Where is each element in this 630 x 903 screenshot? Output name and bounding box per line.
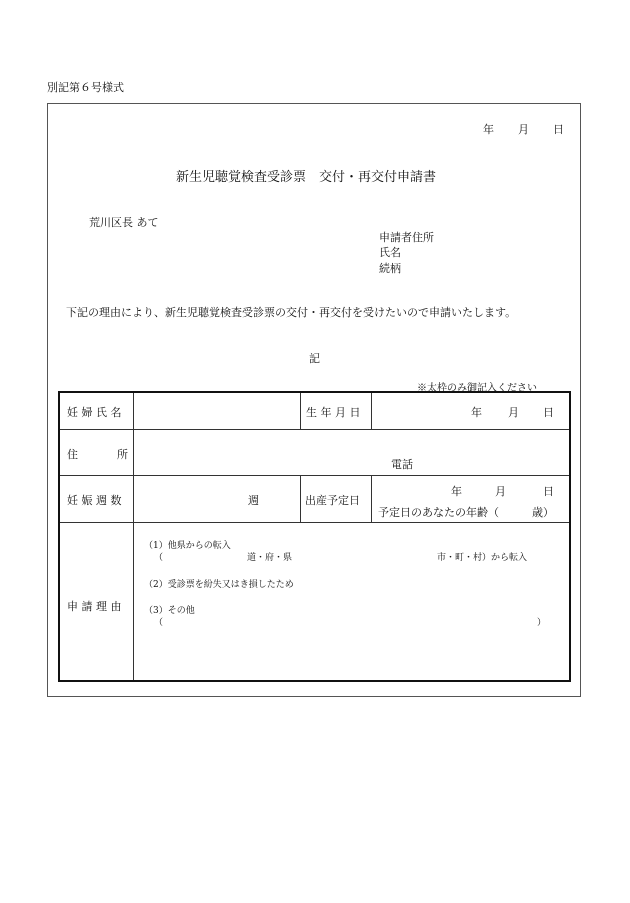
phone-label: 電話 (391, 458, 413, 471)
form-title: 新生児聴覚検査受診票 交付・再交付申請書 (176, 170, 437, 185)
pregnancy-weeks-label: 妊 娠 週 数 (67, 494, 122, 507)
date-month: 月 (518, 123, 529, 136)
address-label-part1: 住 (67, 448, 78, 461)
applicant-name-label: 氏名 (379, 246, 401, 259)
address-label-part2: 所 (117, 448, 128, 461)
body-text: 下記の理由により、新生児聴覚検査受診票の交付・再交付を受けたいので申請いたします。 (66, 306, 517, 319)
reason-3-open-paren: （ (154, 618, 164, 628)
applicant-relation-label: 続柄 (379, 262, 401, 275)
row-divider-1 (60, 429, 569, 430)
reason-label: 申 請 理 由 (67, 600, 122, 613)
applicant-address-label: 申請者住所 (379, 231, 434, 244)
date-day: 日 (553, 123, 564, 136)
col-divider-row3-b (371, 475, 372, 522)
row-divider-2 (60, 475, 569, 476)
due-day: 日 (543, 485, 554, 498)
addressee: 荒川区長 あて (89, 216, 159, 229)
pregnant-name-label: 妊 婦 氏 名 (67, 406, 122, 419)
birth-date-label: 生 年 月 日 (306, 406, 361, 419)
ki-heading: 記 (309, 352, 320, 365)
application-table (58, 391, 571, 682)
col-divider-row3-a (300, 475, 301, 522)
date-year: 年 (483, 123, 494, 136)
birth-year: 年 (471, 406, 482, 419)
row-divider-3 (60, 522, 569, 523)
col-divider-row1-b (371, 393, 372, 429)
col-divider-row1-a (300, 393, 301, 429)
birth-day: 日 (543, 406, 554, 419)
age-at-due-text: 予定日のあなたの年齢（ 歳） (378, 506, 554, 519)
reason-3: （3）その他 (144, 606, 195, 616)
form-header-label: 別記第６号様式 (47, 81, 124, 94)
due-date-label: 出産予定日 (305, 494, 360, 507)
reason-1-prefecture: 道・府・県 (247, 553, 293, 563)
reason-1-paren: （ (154, 553, 164, 563)
due-year: 年 (451, 485, 462, 498)
reason-1-city: 市・町・村）から転入 (437, 553, 528, 563)
reason-2: （2）受診票を紛失又はき損したため (144, 580, 294, 590)
birth-month: 月 (508, 406, 519, 419)
note-text: ※太枠のみ御記入ください (417, 383, 537, 394)
reason-1: （1）他県からの転入 (144, 541, 231, 551)
reason-3-close-paren: ） (537, 618, 547, 628)
weeks-unit: 週 (248, 494, 259, 507)
due-month: 月 (495, 485, 506, 498)
col-divider-main (133, 393, 134, 680)
